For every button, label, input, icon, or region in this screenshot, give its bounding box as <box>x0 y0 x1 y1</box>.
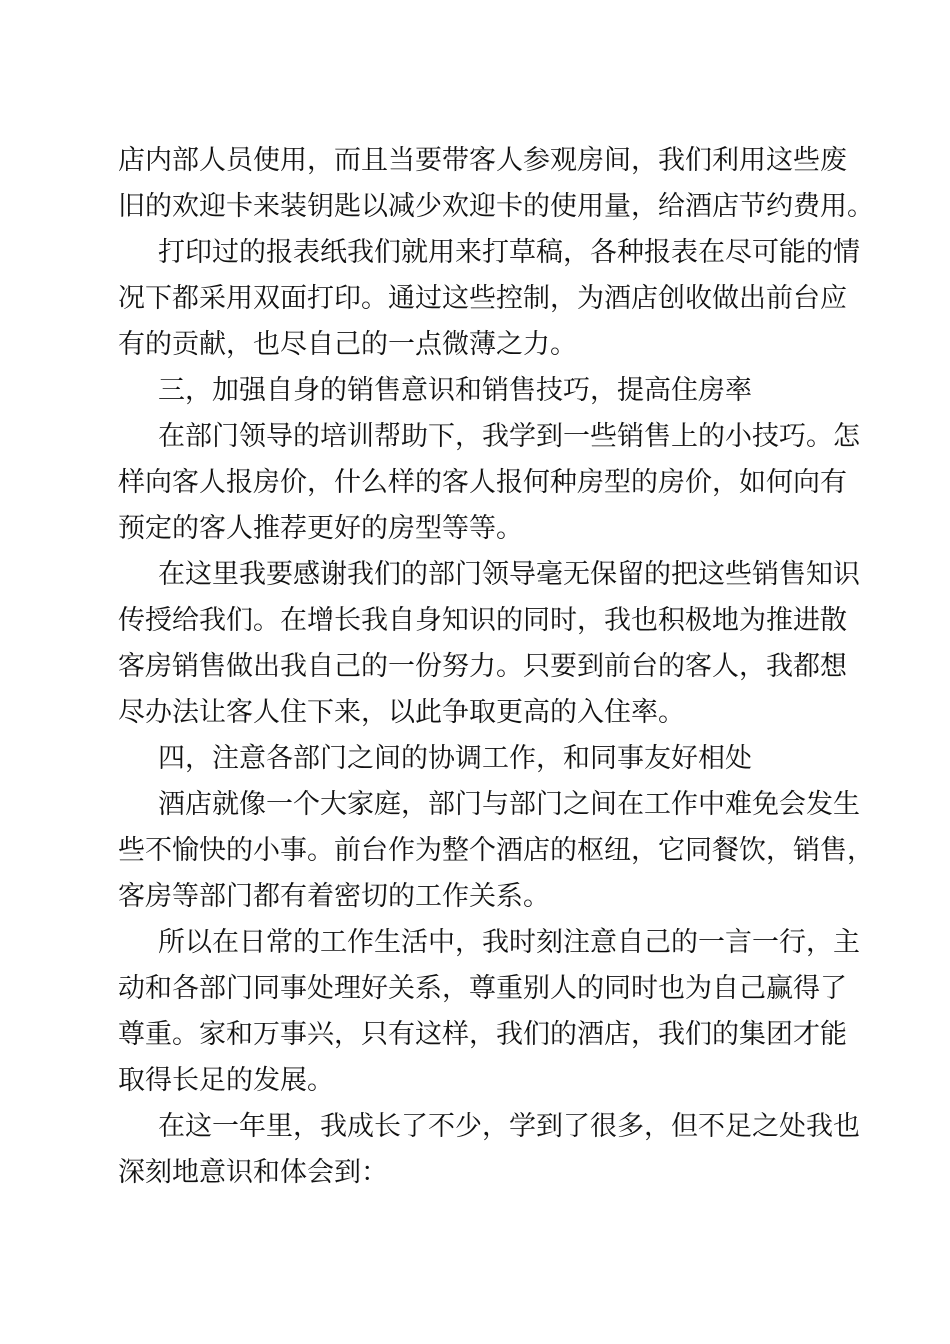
paragraph-start-line: 在部门领导的培训帮助下，我学到一些销售上的小技巧。怎 <box>158 421 860 452</box>
text-line: 客房等部门都有着密切的工作关系。 <box>118 881 550 912</box>
paragraph-start-line: 所以在日常的工作生活中，我时刻注意自己的一言一行，主 <box>158 927 860 958</box>
text-line: 客房销售做出我自己的一份努力。只要到前台的客人，我都想 <box>118 651 847 682</box>
paragraph-start-line: 酒店就像一个大家庭，部门与部门之间在工作中难免会发生 <box>158 789 860 820</box>
text-line: 些不愉快的小事。前台作为整个酒店的枢纽，它同餐饮，销售， <box>118 835 874 866</box>
text-line: 传授给我们。在增长我自身知识的同时，我也积极地为推进散 <box>118 605 847 636</box>
text-line: 动和各部门同事处理好关系，尊重别人的同时也为自己赢得了 <box>118 973 847 1004</box>
paragraph-start-line: 在这里我要感谢我们的部门领导毫无保留的把这些销售知识 <box>158 559 860 590</box>
paragraph-start-line: 打印过的报表纸我们就用来打草稿，各种报表在尽可能的情 <box>158 237 860 268</box>
text-line: 尊重。家和万事兴，只有这样，我们的酒店，我们的集团才能 <box>118 1019 847 1050</box>
section-heading: 四，注意各部门之间的协调工作，和同事友好相处 <box>158 743 752 774</box>
document-body <box>118 138 874 1196</box>
text-line: 店内部人员使用，而且当要带客人参观房间，我们利用这些废 <box>118 145 847 176</box>
text-line: 样向客人报房价，什么样的客人报何种房型的房价，如何向有 <box>118 467 847 498</box>
paragraph-start-line: 在这一年里，我成长了不少，学到了很多，但不足之处我也 <box>158 1111 860 1142</box>
text-line: 有的贡献，也尽自己的一点微薄之力。 <box>118 329 577 360</box>
text-line: 尽办法让客人住下来，以此争取更高的入住率。 <box>118 697 685 728</box>
text-line: 旧的欢迎卡来装钥匙以减少欢迎卡的使用量，给酒店节约费用。 <box>118 191 874 222</box>
text-line: 况下都采用双面打印。通过这些控制，为酒店创收做出前台应 <box>118 283 847 314</box>
section-heading: 三，加强自身的销售意识和销售技巧，提高住房率 <box>158 375 752 406</box>
text-line: 取得长足的发展。 <box>118 1065 334 1096</box>
text-line: 深刻地意识和体会到： <box>118 1157 388 1188</box>
text-line: 预定的客人推荐更好的房型等等。 <box>118 513 523 544</box>
